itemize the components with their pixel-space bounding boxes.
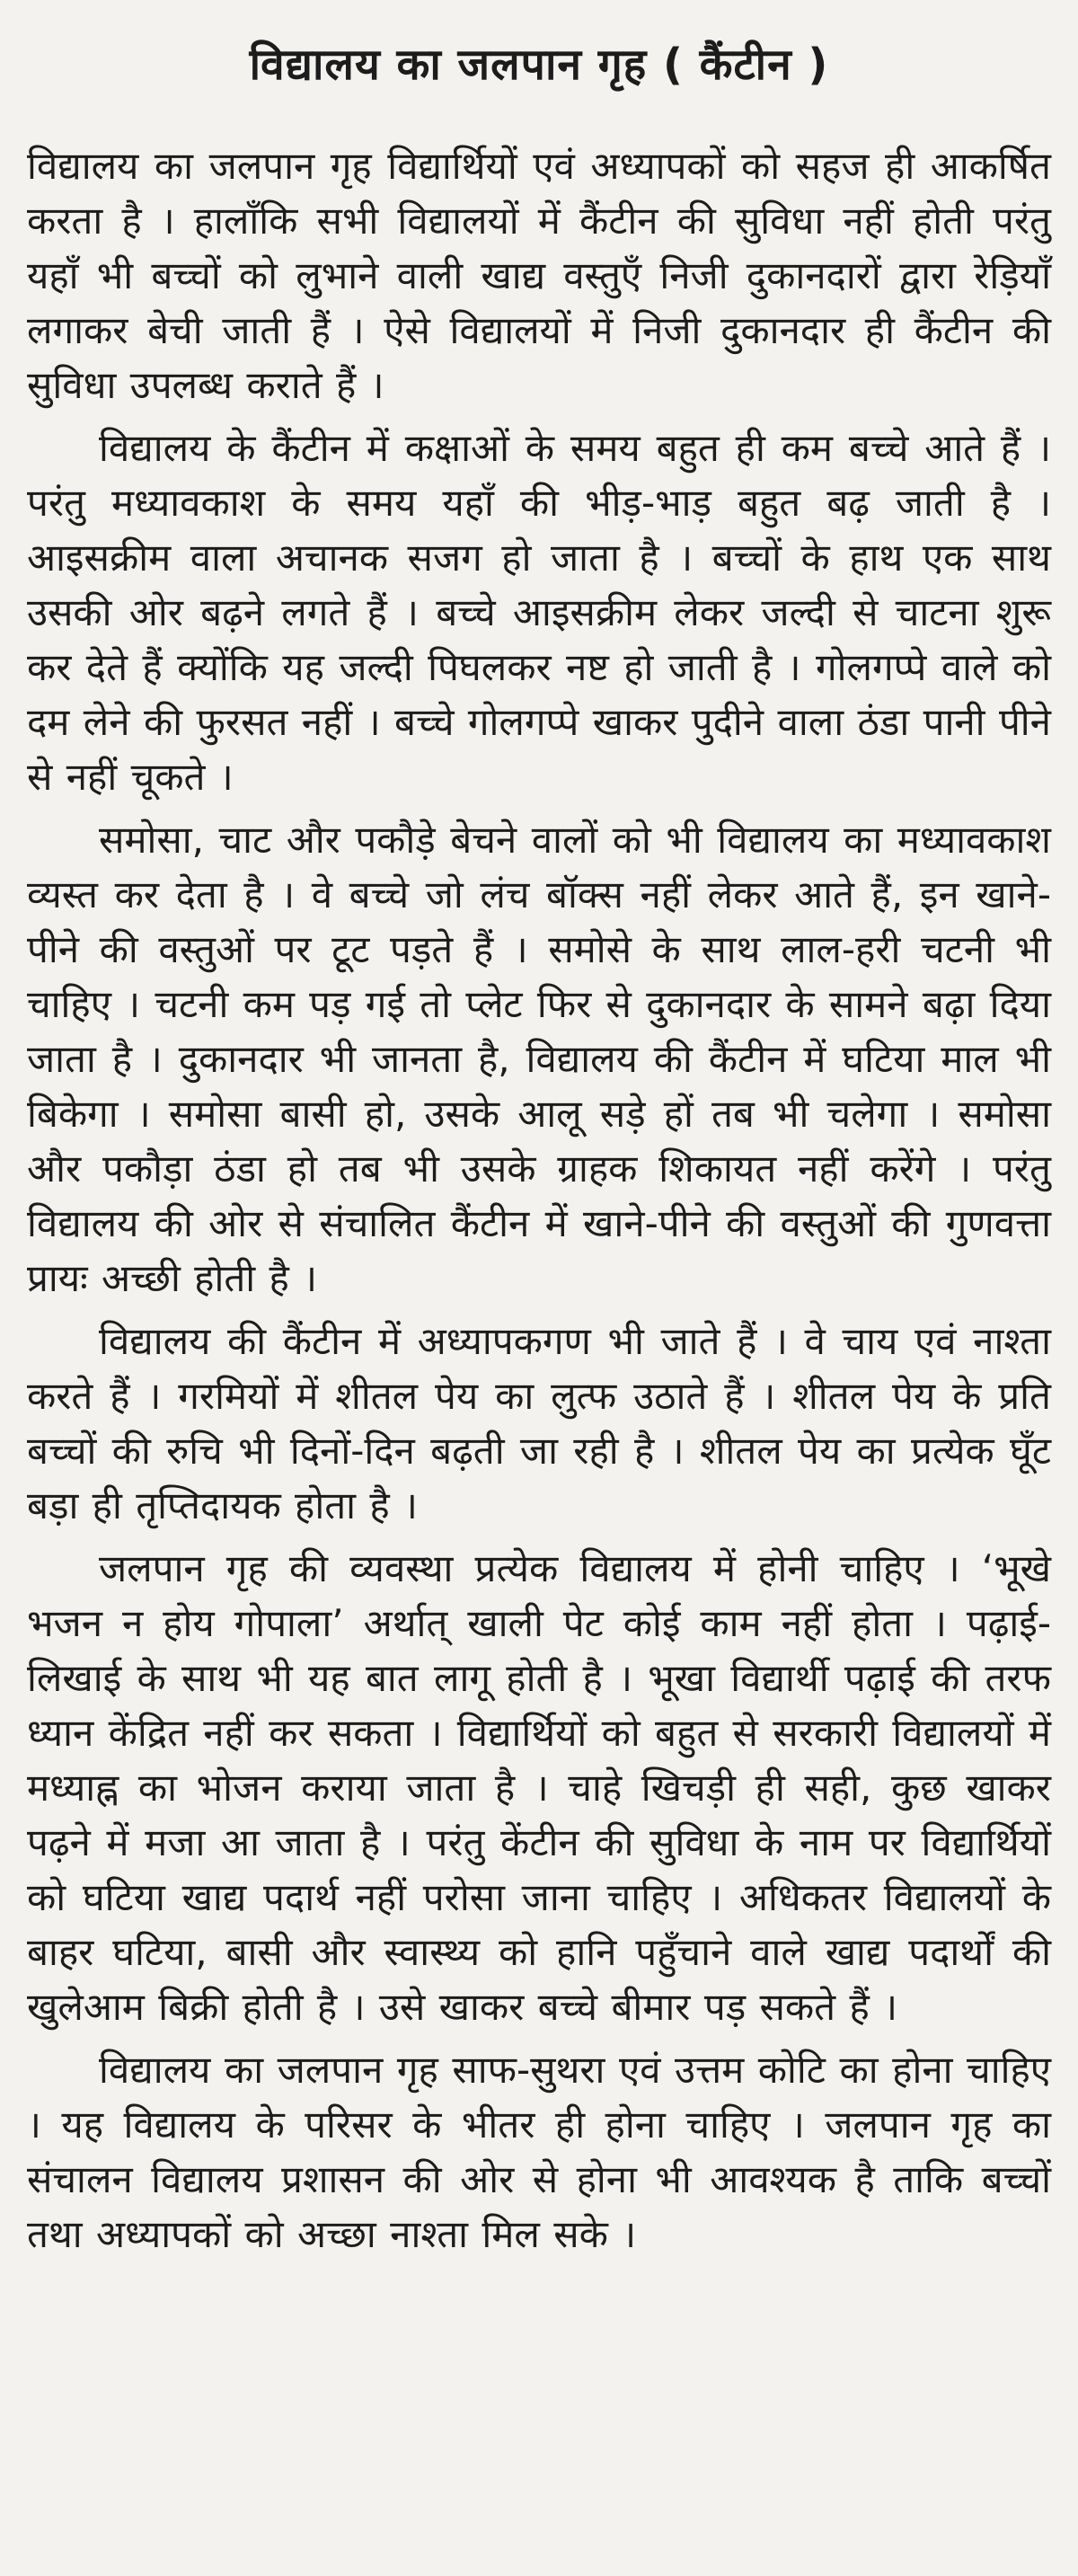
paragraph-2: विद्यालय के कैंटीन में कक्षाओं के समय बहुत ही कम बच्चे आते हैं । परंतु मध्यावकाश के समय यहाँ की भीड़-भाड़ बहुत बढ़ जाती है । आइसक्रीम वाला अचानक सजग हो जाता है । बच्चों के हाथ एक साथ उसकी ओर बढ़ने लगते हैं । बच्चे आइसक्रीम लेकर जल्दी से चाटना शुरू कर देते हैं क्योंकि यह जल्दी पिघलकर नष्ट हो जाती है । गोलगप्पे वाले को दम लेने की फुरसत नहीं । बच्चे गोलगप्पे खाकर पुदीने वाला ठंडा पानी पीने से नहीं चूकते ।: [27, 426, 1051, 799]
paragraph-1: विद्यालय का जलपान गृह विद्यार्थियों एवं अध्यापकों को सहज ही आकर्षित करता है । हालाँकि सभी विद्यालयों में कैंटीन की सुविधा नहीं होती परंतु यहाँ भी बच्चों को लुभाने वाली खाद्य वस्तुएँ निजी दुकानदारों द्वारा रेड़ियाँ लगाकर बेची जाती हैं । ऐसे विद्यालयों में निजी दुकानदार ही कैंटीन की सुविधा उपलब्ध कराते हैं ।: [27, 144, 1051, 407]
essay-title: विद्यालय का जलपान गृह ( कैंटीन ): [249, 40, 829, 90]
paragraph-6: विद्यालय का जलपान गृह साफ-सुथरा एवं उत्तम कोटि का होना चाहिए । यह विद्यालय के परिसर के भीतर ही होना चाहिए । जलपान गृह का संचालन विद्यालय प्रशासन की ओर से होना भी आवश्यक है ताकि बच्चों तथा अध्यापकों को अच्छा नाश्ता मिल सके ।: [27, 2048, 1051, 2256]
paragraph-3: समोसा, चाट और पकौड़े बेचने वालों को भी विद्यालय का मध्यावकाश व्यस्त कर देता है । वे बच्चे जो लंच बॉक्स नहीं लेकर आते हैं, इन खाने-पीने की वस्तुओं पर टूट पड़ते हैं । समोसे के साथ लाल-हरी चटनी भी चाहिए । चटनी कम पड़ गई तो प्लेट फिर से दुकानदार के सामने बढ़ा दिया जाता है । दुकानदार भी जानता है, विद्यालय की कैंटीन में घटिया माल भी बिकेगा । समोसा बासी हो, उसके आलू सड़े हों तब भी चलेगा । समोसा और पकौड़ा ठंडा हो तब भी उसके ग्राहक शिकायत नहीं करेंगे । परंतु विद्यालय की ओर से संचालित कैंटीन में खाने-पीने की वस्तुओं की गुणवत्ता प्रायः अच्छी होती है ।: [27, 818, 1051, 1300]
paragraph-5: जलपान गृह की व्यवस्था प्रत्येक विद्यालय में होनी चाहिए । ‘भूखे भजन न होय गोपाला’ अर्थात् खाली पेट कोई काम नहीं होता । पढ़ाई-लिखाई के साथ भी यह बात लागू होती है । भूखा विद्यार्थी पढ़ाई की तरफ ध्यान केंद्रित नहीं कर सकता । विद्यार्थियों को बहुत से सरकारी विद्यालयों में मध्याह्न का भोजन कराया जाता है । चाहे खिचड़ी ही सही, कुछ खाकर पढ़ने में मजा आ जाता है । परंतु केंटीन की सुविधा के नाम पर विद्यार्थियों को घटिया खाद्य पदार्थ नहीं परोसा जाना चाहिए । अधिकतर विद्यालयों के बाहर घटिया, बासी और स्वास्थ्य को हानि पहुँचाने वाले खाद्य पदार्थों की खुलेआम बिक्री होती है । उसे खाकर बच्चे बीमार पड़ सकते हैं ।: [27, 1546, 1051, 2029]
paragraph-4: विद्यालय की कैंटीन में अध्यापकगण भी जाते हैं । वे चाय एवं नाश्ता करते हैं । गरमियों में शीतल पेय का लुत्फ उठाते हैं । शीतल पेय के प्रति बच्चों की रुचि भी दिनों-दिन बढ़ती जा रही है । शीतल पेय का प्रत्येक घूँट बड़ा ही तृप्तिदायक होता है ।: [27, 1319, 1051, 1527]
